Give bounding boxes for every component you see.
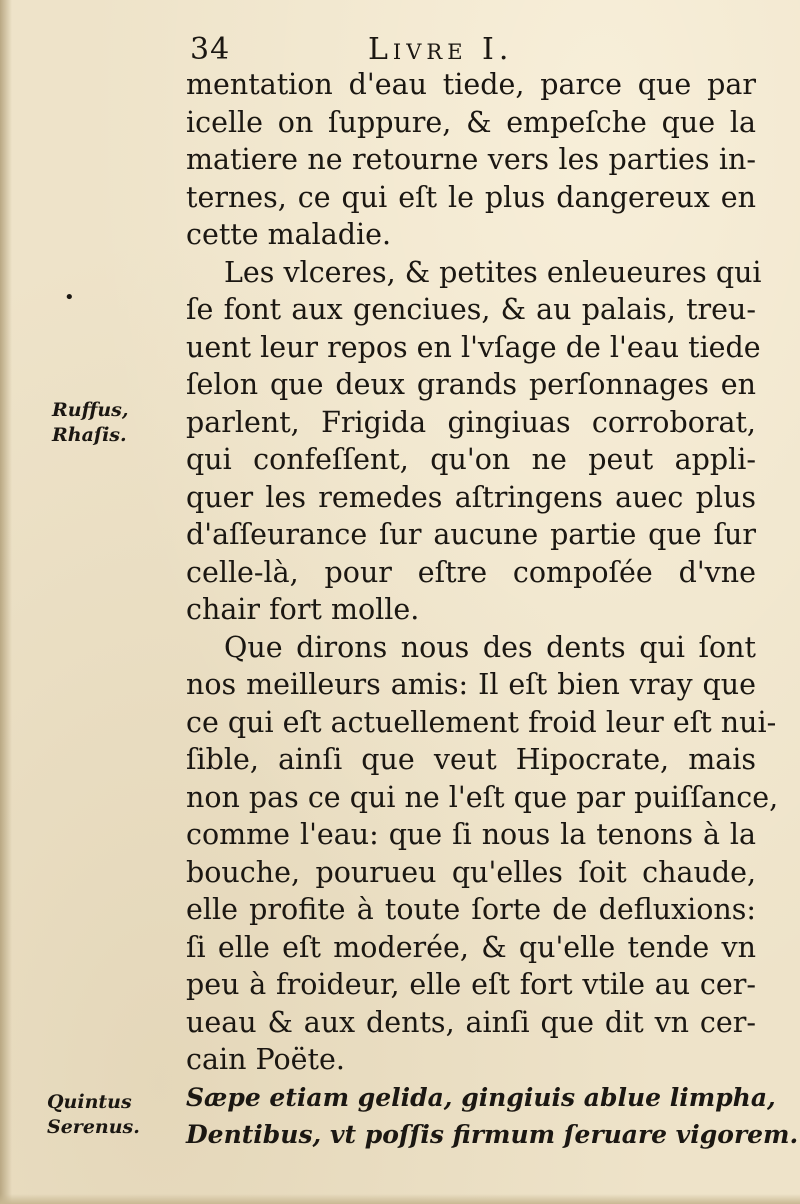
text-line: elle profite à toute ſorte de defluxions: — [186, 893, 756, 926]
page-number: 34 — [190, 32, 231, 67]
text-line: ſible, ainſi que veut Hipocrate, mais — [186, 743, 756, 776]
text-line: quer les remedes aſtringens auec plus — [186, 480, 756, 514]
text-line: ſi elle eſt moderée, & qu'elle tende vn — [186, 930, 756, 964]
text-line: ce qui eſt actuellement froid leur eſt nui- — [186, 705, 777, 739]
margin-note-poet — [47, 1090, 140, 1140]
text-line: Que dirons nous des dents qui ſont — [224, 630, 756, 664]
text-line: mentation d'eau tiede, parce que par — [186, 68, 756, 101]
running-head: Livre I. — [368, 32, 514, 67]
verse-line: Dentibus, vt poſſis firmum ſeruare vigorem. — [186, 1120, 799, 1149]
text-line: parlent, Frigida gingiuas corroborat, — [186, 405, 756, 439]
text-line: Les vlceres, & petites enleueures qui — [224, 255, 762, 289]
body-text — [186, 66, 799, 1154]
text-line: ſelon que deux grands perſonnages en — [186, 368, 756, 401]
page-bottom-shadow — [0, 1194, 800, 1204]
text-line: cette maladie. — [186, 218, 392, 251]
text-line: cain Poëte. — [186, 1043, 345, 1076]
text-line: celle-là, pour eſtre compoſée d'vne — [186, 555, 756, 589]
text-line: icelle on ſuppure, & empeſche que la — [186, 105, 756, 139]
text-line: matiere ne retourne vers les parties in- — [186, 143, 756, 176]
text-line: bouche, pourueu qu'elles ſoit chaude, — [186, 855, 756, 889]
text-line: uent leur repos en l'vſage de l'eau tiede — [186, 330, 761, 364]
text-line: comme l'eau: que ſi nous la tenons à la — [186, 818, 756, 851]
text-line: ſe font aux genciues, & au palais, treu- — [186, 293, 756, 326]
text-line: ueau & aux dents, ainſi que dit vn cer- — [186, 1005, 756, 1039]
margin-note-line: Serenus. — [47, 1116, 140, 1138]
text-line: qui confeſſent, qu'on ne peut appli- — [186, 443, 756, 476]
text-line: d'aſſeurance ſur aucune partie que ſur — [186, 518, 756, 551]
text-line: peu à froideur, elle eſt fort vtile au cer- — [186, 968, 756, 1001]
margin-note-authors — [52, 398, 128, 448]
text-line: nos meilleurs amis: Il eſt bien vray que — [186, 668, 756, 701]
page-edge-shadow — [0, 0, 12, 1204]
margin-note-line: Ruffus, — [52, 399, 129, 421]
margin-note-line: Quintus — [47, 1091, 132, 1113]
text-line: chair fort molle. — [186, 593, 420, 626]
verse-line: Sæpe etiam gelida, gingiuis ablue limpha, — [186, 1082, 776, 1112]
text-line: non pas ce qui ne l'eſt que par puiſſance, — [186, 780, 779, 814]
margin-note-line: Rhaſis. — [52, 424, 127, 446]
margin-mark: • — [64, 287, 75, 308]
text-line: ternes, ce qui eſt le plus dangereux en — [186, 180, 756, 214]
